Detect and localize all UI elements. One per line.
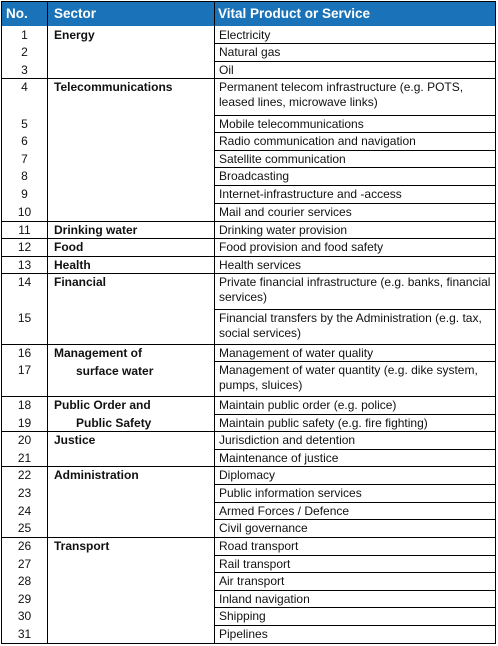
row-number: 26: [17, 539, 32, 553]
row-number: 12: [17, 240, 32, 254]
row-number: 21: [17, 451, 32, 465]
service-cell: Rail transport: [219, 557, 291, 571]
row-number: 20: [17, 433, 32, 447]
sector-name: Transport: [54, 539, 110, 553]
service-cell: Electricity: [219, 28, 271, 42]
row-divider: [215, 150, 495, 151]
service-cell: Maintenance of justice: [219, 451, 339, 465]
row-number: 17: [17, 363, 32, 377]
row-divider: [215, 256, 495, 257]
sector-label: [54, 221, 137, 239]
row-number: 24: [17, 504, 32, 518]
row-divider: [215, 484, 495, 485]
service-cell: Diplomacy: [219, 468, 276, 482]
service-cell: Permanent telecom infrastructure (e.g. POTS, leased lines, microwave links): [219, 80, 464, 109]
sector-label: [54, 238, 83, 256]
sector-label: [54, 256, 91, 274]
row-number: 18: [17, 398, 32, 412]
service-cell: Broadcasting: [219, 169, 290, 183]
row-number: 10: [17, 205, 32, 219]
row-number: 19: [17, 416, 32, 430]
row-divider: [215, 61, 495, 62]
column-divider: [214, 2, 215, 643]
service-cell: Armed Forces / Defence: [219, 504, 350, 518]
sector-label: [54, 431, 95, 449]
row-divider: [215, 167, 495, 168]
row-number: 23: [17, 486, 32, 500]
row-divider: [215, 537, 495, 538]
service-cell: Satellite communication: [219, 152, 346, 166]
sector-name-cont: surface water: [76, 364, 154, 378]
row-divider: [215, 273, 495, 274]
service-cell: Civil governance: [219, 521, 308, 535]
row-divider: [215, 625, 495, 626]
row-number: 28: [17, 574, 32, 588]
row-number: 13: [17, 258, 32, 272]
row-number: 29: [17, 592, 32, 606]
row-divider: [215, 555, 495, 556]
service-cell: Maintain public safety (e.g. fire fighting): [219, 416, 428, 430]
row-number: 7: [21, 152, 28, 166]
row-divider: [215, 607, 495, 608]
group-divider: [2, 256, 215, 257]
group-divider: [2, 273, 215, 274]
service-cell: Food provision and food safety: [219, 240, 384, 254]
row-divider: [215, 431, 495, 432]
sector-table: [1, 1, 496, 644]
sector-name: Health: [54, 258, 91, 272]
column-divider: [47, 2, 48, 643]
row-number: 2: [21, 45, 28, 59]
sector-name: Food: [54, 240, 84, 254]
sector-name: Financial: [54, 275, 107, 289]
row-number: 27: [17, 557, 32, 571]
row-number: 15: [17, 311, 32, 325]
row-number: 9: [21, 187, 28, 201]
row-number: 5: [21, 117, 28, 131]
row-number: 16: [17, 346, 32, 360]
row-divider: [215, 502, 495, 503]
sector-label: [54, 466, 139, 484]
row-number: 11: [18, 223, 31, 237]
row-number: 22: [17, 468, 32, 482]
service-cell: Radio communication and navigation: [219, 134, 416, 148]
header-sector: Sector: [54, 6, 97, 21]
row-number: 30: [17, 609, 32, 623]
sector-name: Public Order and: [54, 398, 151, 412]
service-cell: Maintain public order (e.g. police): [219, 398, 397, 412]
service-cell: Shipping: [219, 609, 266, 623]
row-divider: [215, 221, 495, 222]
service-cell: Pipelines: [219, 627, 268, 641]
row-divider: [215, 185, 495, 186]
row-divider: [215, 238, 495, 239]
row-divider: [215, 449, 495, 450]
service-cell: Road transport: [219, 539, 299, 553]
sector-name: Management of: [54, 346, 143, 360]
row-divider: [215, 115, 495, 116]
sector-name: Drinking water: [54, 223, 138, 237]
row-divider: [215, 309, 495, 310]
row-divider: [215, 203, 495, 204]
service-cell: Air transport: [219, 574, 285, 588]
row-number: 25: [17, 521, 32, 535]
sector-name-cont: Public Safety: [76, 416, 152, 430]
service-cell: Health services: [219, 258, 302, 272]
table-header: [2, 2, 495, 26]
row-number: 3: [21, 63, 28, 77]
sector-name: Telecommunications: [54, 80, 173, 94]
service-cell: Inland navigation: [219, 592, 310, 606]
header-service: Vital Product or Service: [218, 6, 371, 21]
service-cell: Management of water quantity (e.g. dike system, pumps, sluices): [219, 363, 478, 392]
service-cell: Natural gas: [219, 45, 281, 59]
service-cell: Management of water quality: [219, 346, 374, 360]
row-number: 6: [21, 134, 28, 148]
sector-name: Administration: [54, 468, 139, 482]
service-cell: Jurisdiction and detention: [219, 433, 356, 447]
sector-label: [54, 344, 153, 380]
service-cell: Internet-infrastructure and -access: [219, 187, 402, 201]
row-divider: [215, 590, 495, 591]
sector-name: Energy: [54, 28, 95, 42]
service-cell: Drinking water provision: [219, 223, 348, 237]
service-cell: Mobile telecommunications: [219, 117, 364, 131]
row-divider: [215, 466, 495, 467]
service-cell: Oil: [219, 63, 234, 77]
row-divider: [215, 519, 495, 520]
row-number: 8: [21, 169, 28, 183]
row-divider: [215, 78, 495, 79]
row-divider: [215, 396, 495, 397]
service-cell: Public information services: [219, 486, 362, 500]
row-number: 14: [17, 275, 32, 289]
row-number: 4: [21, 80, 28, 94]
sector-label: [54, 78, 172, 96]
service-cell: Financial transfers by the Administration (e.g. tax, social services): [219, 311, 482, 340]
row-number: 1: [21, 28, 28, 42]
row-number: 31: [17, 627, 32, 641]
sector-label: [54, 26, 95, 44]
row-divider: [215, 43, 495, 44]
service-cell: Mail and courier services: [219, 205, 352, 219]
row-divider: [215, 132, 495, 133]
header-no: No.: [6, 6, 28, 21]
service-cell: Private financial infrastructure (e.g. banks, financial services): [219, 275, 491, 304]
sector-label: [54, 273, 106, 291]
row-divider: [215, 344, 495, 345]
row-divider: [215, 572, 495, 573]
sector-name: Justice: [54, 433, 96, 447]
sector-label: [54, 537, 109, 555]
sector-label: [54, 396, 151, 432]
row-divider: [215, 414, 495, 415]
row-divider: [215, 361, 495, 362]
